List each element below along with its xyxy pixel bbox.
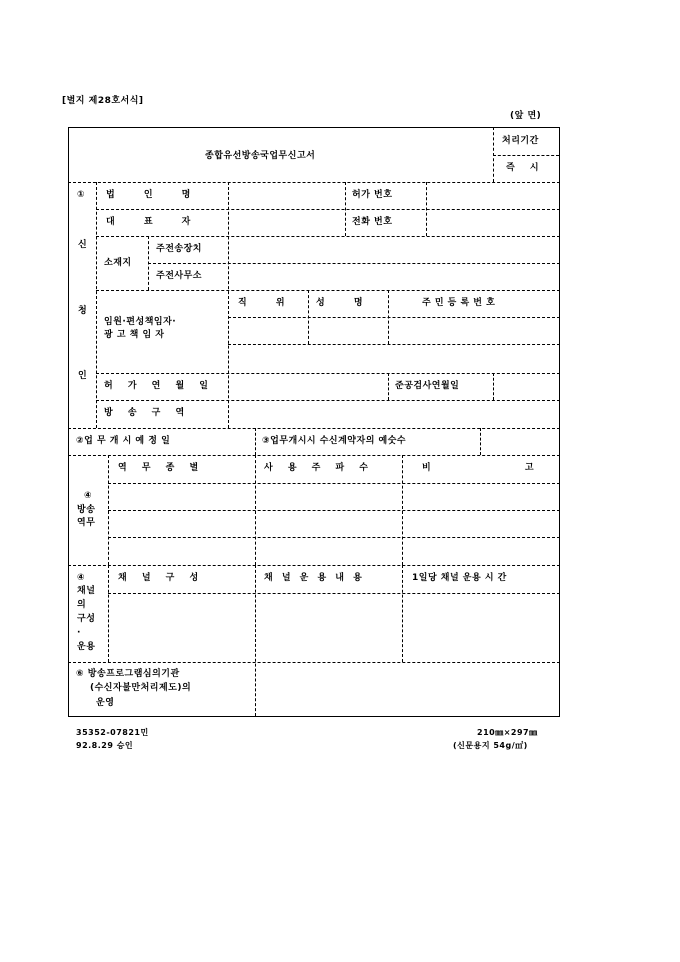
section6-label-line3: 운영 <box>96 698 115 708</box>
master-station-label: 주전송장치 <box>156 244 202 254</box>
permit-no-label: 허가 번호 <box>352 190 393 200</box>
service-type-label: 역 무 종 별 <box>118 463 205 473</box>
resident-no-label: 주 민 등 록 번 호 <box>422 298 496 308</box>
attachment-label: [별지 제28호서식] <box>62 96 144 106</box>
permit-date-label: 허 가 연 월 일 <box>104 381 215 391</box>
section1-side-char-3: 인 <box>78 371 88 381</box>
section1-number: ① <box>77 190 86 200</box>
representative-label: 대 표 자 <box>106 217 204 227</box>
start-date-label: ②업 무 개 시 예 정 일 <box>76 436 171 446</box>
approval-date: 92.8.29 승인 <box>76 741 134 750</box>
section1-side-char-2: 청 <box>78 306 88 316</box>
channel-config-label: 채 널 구 성 <box>118 573 205 583</box>
section4b-side-1: 채널 <box>77 586 96 596</box>
section4b-side-5: 운용 <box>77 642 96 652</box>
channel-ops-label: 채 널 운 용 내 용 <box>264 573 365 583</box>
corp-name-label: 법 인 명 <box>106 190 204 200</box>
location-label: 소재지 <box>104 258 132 268</box>
officers-label-line2: 광 고 책 임 자 <box>104 330 165 340</box>
processing-period-value: 즉 시 <box>506 163 545 173</box>
section4b-side-4: · <box>77 628 81 638</box>
section4b-side-3: 구성 <box>77 614 96 624</box>
section1-side-char-1: 신 <box>78 240 88 250</box>
completion-date-label: 준공검사연월일 <box>395 381 460 391</box>
paper-type: (신문용지 54g/㎡) <box>453 741 528 750</box>
section4b-number: ④ <box>77 573 86 583</box>
daily-ops-label: 1일당 채널 운용 시 간 <box>412 573 507 583</box>
form-code: 35352-07821민 <box>76 728 149 737</box>
side-label: (앞 면) <box>510 111 542 121</box>
section4a-number: ④ <box>84 491 93 501</box>
officers-label-line1: 임원·편성책임자· <box>104 317 177 327</box>
remarks-label: 비 고 <box>422 463 535 473</box>
subscribers-label: ③업무개시시 수신계약자의 예숫수 <box>262 436 407 446</box>
master-office-label: 주전사무소 <box>156 271 202 281</box>
section4a-side-line2: 역무 <box>77 518 96 528</box>
phone-label: 전화 번호 <box>352 217 393 227</box>
position-label: 직 위 <box>238 298 298 308</box>
name-label: 성 명 <box>316 298 376 308</box>
section6-label-line1: ⑥ 방송프로그램심의기관 <box>76 669 180 679</box>
broadcast-area-label: 방 송 구 역 <box>104 408 191 418</box>
form-title: 종합유선방송국업무신고서 <box>205 151 316 161</box>
section4a-side-line1: 방송 <box>77 505 96 515</box>
frequency-label: 사 용 주 파 수 <box>264 463 375 473</box>
processing-period-label: 처리기간 <box>502 136 539 146</box>
paper-size: 210㎜×297㎜ <box>477 728 538 737</box>
section6-label-line2: (수신자불만처리제도)의 <box>90 683 192 693</box>
section4b-side-2: 의 <box>77 600 87 610</box>
